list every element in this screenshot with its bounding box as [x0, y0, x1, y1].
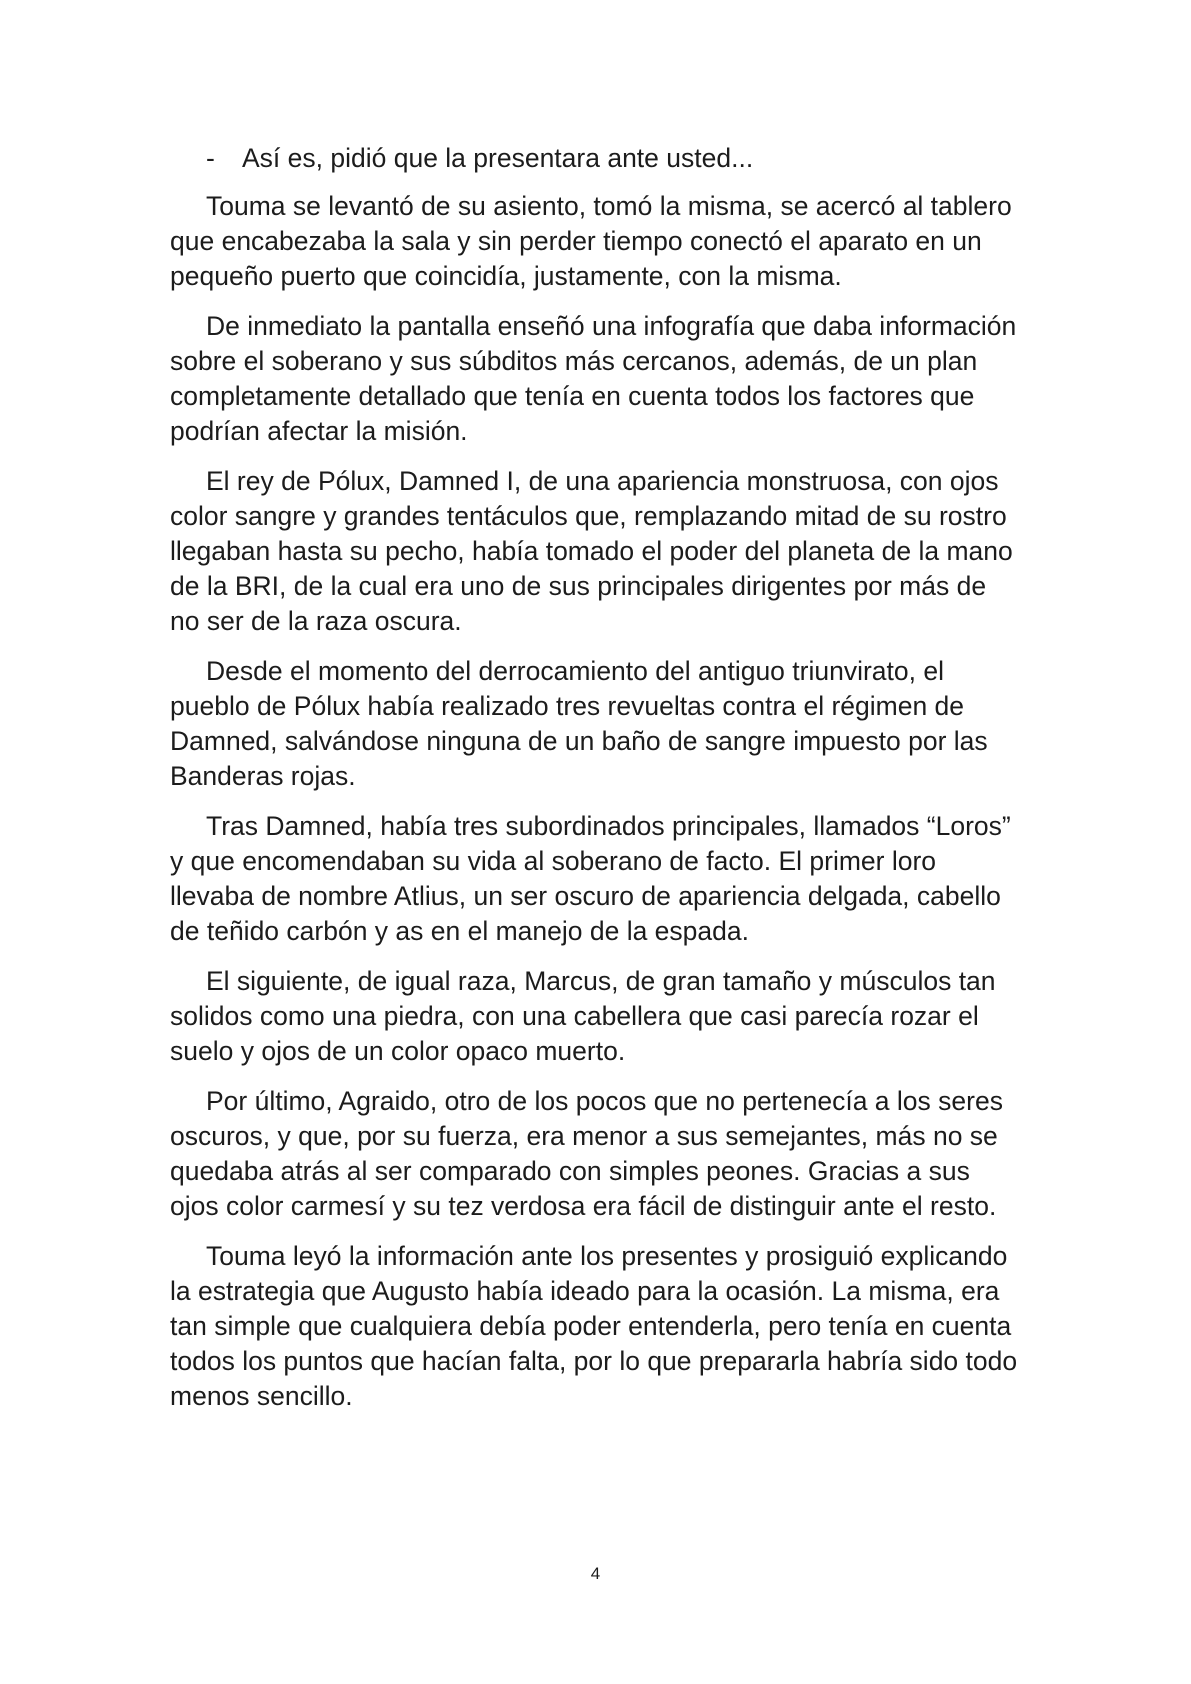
dialogue-line: [170, 141, 1020, 176]
paragraph-8: Touma leyó la información ante los presentes y prosiguió explicando la estrategia que Augusto había ideado para la ocasión. La misma, era tan simple que cualquiera debía poder entenderla, pero tenía en cuenta todos los puntos que hacían falta, por lo que prepararla habría sido todo menos sencillo.: [170, 1241, 1018, 1411]
paragraph-5: Tras Damned, había tres subordinados principales, llamados “Loros” y que encomendaban su vida al soberano de facto. El primer loro llevaba de nombre Atlius, un ser oscuro de apariencia delgada, cabello de teñido carbón y as en el manejo de la espada.: [170, 811, 1011, 946]
dialogue-dash: -: [206, 143, 215, 173]
dialogue-text: Así es, pidió que la presentara ante usted...: [242, 143, 754, 173]
paragraph-3: El rey de Pólux, Damned I, de una apariencia monstruosa, con ojos color sangre y grandes tentáculos que, remplazando mitad de su rostro llegaban hasta su pecho, había tomado el poder del planeta de la mano de la BRI, de la cual era uno de sus principales dirigentes por más de no ser de la raza oscura.: [170, 466, 1013, 636]
paragraph-4: Desde el momento del derrocamiento del antiguo triunvirato, el pueblo de Pólux había realizado tres revueltas contra el régimen de Damned, salvándose ninguna de un baño de sangre impuesto por las Banderas rojas.: [170, 656, 988, 791]
paragraph-6: El siguiente, de igual raza, Marcus, de gran tamaño y músculos tan solidos como una piedra, con una cabellera que casi parecía rozar el suelo y ojos de un color opaco muerto.: [170, 966, 996, 1066]
page-number: 4: [590, 1564, 601, 1583]
paragraph-1: Touma se levantó de su asiento, tomó la misma, se acercó al tablero que encabezaba la sala y sin perder tiempo conectó el aparato en un pequeño puerto que coincidía, justamente, con la misma.: [170, 191, 1012, 291]
paragraph-2: De inmediato la pantalla enseñó una infografía que daba información sobre el soberano y sus súbditos más cercanos, además, de un plan completamente detallado que tenía en cuenta todos los factores que podrían afectar la misión.: [170, 311, 1017, 446]
body-text: [170, 141, 1020, 1429]
paragraph-7: Por último, Agraido, otro de los pocos que no pertenecía a los seres oscuros, y que, por su fuerza, era menor a sus semejantes, más no se quedaba atrás al ser comparado con simples peones. Gracias a sus ojos color carmesí y su tez verdosa era fácil de distinguir ante el resto.: [170, 1086, 1003, 1221]
